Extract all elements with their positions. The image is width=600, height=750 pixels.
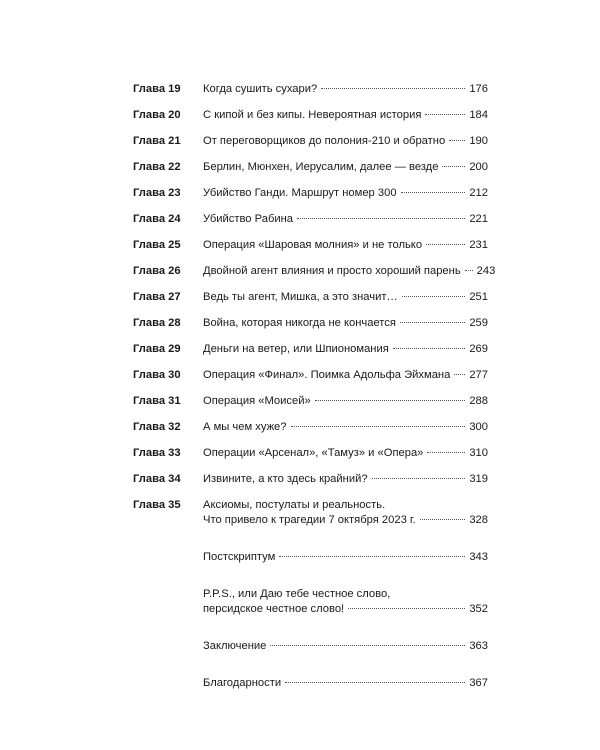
entry-line bbox=[203, 82, 488, 97]
entry-title: Ведь ты агент, Мишка, а это значит… bbox=[203, 291, 398, 303]
dot-leader bbox=[465, 270, 473, 271]
entry-body bbox=[203, 394, 488, 409]
page-number: 176 bbox=[469, 83, 488, 95]
entry-body bbox=[203, 446, 488, 461]
chapter-number: Глава 24 bbox=[133, 213, 181, 225]
toc-entry bbox=[133, 108, 488, 123]
entry-title: С кипой и без кипы. Невероятная история bbox=[203, 109, 422, 121]
toc-entry bbox=[133, 264, 496, 279]
entry-line bbox=[203, 264, 496, 279]
toc-entry bbox=[133, 394, 488, 409]
page-number: 310 bbox=[469, 447, 488, 459]
entry-title: Постскриптум bbox=[203, 551, 276, 563]
page-number: 184 bbox=[469, 109, 488, 121]
chapter-number: Глава 32 bbox=[133, 421, 181, 433]
dot-leader bbox=[270, 645, 465, 646]
entry-body bbox=[203, 134, 488, 149]
dot-leader bbox=[285, 682, 465, 683]
entry-title: Заключение bbox=[203, 640, 267, 652]
page-number: 288 bbox=[469, 395, 488, 407]
chapter-number: Глава 30 bbox=[133, 369, 181, 381]
toc-entry bbox=[133, 160, 488, 175]
dot-leader bbox=[402, 296, 466, 297]
dot-leader bbox=[420, 519, 466, 520]
entry-title: Когда сушить сухари? bbox=[203, 83, 318, 95]
dot-leader bbox=[291, 426, 466, 427]
entry-title: Убийство Рабина bbox=[203, 213, 294, 225]
entry-body bbox=[203, 342, 488, 357]
toc-entry bbox=[133, 82, 488, 97]
toc-entry bbox=[133, 498, 488, 528]
page-number: 367 bbox=[469, 677, 488, 689]
entry-body bbox=[203, 550, 488, 565]
dot-leader bbox=[426, 244, 465, 245]
entry-title: Аксиомы, постулаты и реальность. bbox=[203, 499, 386, 511]
entry-title: Операция «Шаровая молния» и не только bbox=[203, 239, 423, 251]
entry-title: Берлин, Мюнхен, Иерусалим, далее — везде bbox=[203, 161, 439, 173]
dot-leader bbox=[297, 218, 465, 219]
toc-entry bbox=[133, 587, 488, 617]
entry-body bbox=[203, 264, 496, 279]
entry-line bbox=[203, 587, 488, 602]
entry-line bbox=[203, 639, 488, 654]
entry-body bbox=[203, 587, 488, 617]
entry-title: А мы чем хуже? bbox=[203, 421, 287, 433]
entry-line bbox=[203, 108, 488, 123]
page-number: 200 bbox=[469, 161, 488, 173]
entry-body bbox=[203, 316, 488, 331]
dot-leader bbox=[393, 348, 466, 349]
page-number: 269 bbox=[469, 343, 488, 355]
page-number: 277 bbox=[469, 369, 488, 381]
page-number: 221 bbox=[469, 213, 488, 225]
entry-line bbox=[203, 212, 488, 227]
page-number: 190 bbox=[469, 135, 488, 147]
dot-leader bbox=[427, 452, 465, 453]
entry-title: P.P.S., или Даю тебе честное слово, bbox=[203, 588, 391, 600]
entry-title: Двойной агент влияния и просто хороший парень bbox=[203, 265, 461, 277]
entry-line bbox=[203, 676, 488, 691]
page-number: 363 bbox=[469, 640, 488, 652]
entry-line bbox=[203, 513, 488, 528]
entry-line bbox=[203, 472, 488, 487]
entry-title: Деньги на ветер, или Шпиономания bbox=[203, 343, 389, 355]
dot-leader bbox=[315, 400, 466, 401]
toc-entry bbox=[133, 238, 488, 253]
entry-body bbox=[203, 212, 488, 227]
dot-leader bbox=[372, 478, 466, 479]
entry-title: От переговорщиков до полония-210 и обратно bbox=[203, 135, 446, 147]
entry-title: Извините, а кто здесь крайний? bbox=[203, 473, 368, 485]
entry-body bbox=[203, 160, 488, 175]
toc-entry bbox=[133, 368, 488, 383]
chapter-number: Глава 33 bbox=[133, 447, 181, 459]
toc-entry bbox=[133, 550, 488, 565]
entry-title: Операция «Финал». Поимка Адольфа Эйхмана bbox=[203, 369, 451, 381]
entry-title: Убийство Ганди. Маршрут номер 300 bbox=[203, 187, 397, 199]
page-number: 259 bbox=[469, 317, 488, 329]
chapter-number: Глава 31 bbox=[133, 395, 181, 407]
toc-entry bbox=[133, 290, 488, 305]
chapter-number: Глава 21 bbox=[133, 135, 181, 147]
entry-line bbox=[203, 290, 488, 305]
chapter-number: Глава 25 bbox=[133, 239, 181, 251]
entry-line bbox=[203, 602, 488, 617]
toc-entry bbox=[133, 420, 488, 435]
entry-title: Операция «Моисей» bbox=[203, 395, 311, 407]
entry-body bbox=[203, 82, 488, 97]
entry-title: персидское честное слово! bbox=[203, 603, 345, 615]
entry-line bbox=[203, 186, 488, 201]
chapter-number: Глава 28 bbox=[133, 317, 181, 329]
entry-line bbox=[203, 394, 488, 409]
dot-leader bbox=[401, 192, 466, 193]
page-number: 243 bbox=[476, 265, 496, 277]
chapter-number: Глава 19 bbox=[133, 83, 181, 95]
entry-title: Что привело к трагедии 7 октября 2023 г. bbox=[203, 514, 416, 526]
entry-body bbox=[203, 186, 488, 201]
dot-leader bbox=[425, 114, 465, 115]
toc-entry bbox=[133, 212, 488, 227]
chapter-number: Глава 23 bbox=[133, 187, 181, 199]
entry-body bbox=[203, 368, 488, 383]
page-number: 231 bbox=[469, 239, 488, 251]
toc-entry bbox=[133, 472, 488, 487]
page-number: 300 bbox=[469, 421, 488, 433]
entry-body bbox=[203, 108, 488, 123]
toc-entry bbox=[133, 446, 488, 461]
page-number: 212 bbox=[469, 187, 488, 199]
entry-body bbox=[203, 639, 488, 654]
entry-line bbox=[203, 368, 488, 383]
dot-leader bbox=[449, 140, 465, 141]
toc-entry bbox=[133, 639, 488, 654]
entry-line bbox=[203, 342, 488, 357]
entry-line bbox=[203, 550, 488, 565]
dot-leader bbox=[279, 556, 465, 557]
entry-line bbox=[203, 238, 488, 253]
entry-line bbox=[203, 160, 488, 175]
chapter-number: Глава 22 bbox=[133, 161, 181, 173]
entry-body bbox=[203, 676, 488, 691]
toc-entry bbox=[133, 342, 488, 357]
toc-entry bbox=[133, 676, 488, 691]
page-number: 343 bbox=[469, 551, 488, 563]
entry-body bbox=[203, 498, 488, 528]
chapter-number: Глава 34 bbox=[133, 473, 181, 485]
entry-body bbox=[203, 290, 488, 305]
entry-title: Война, которая никогда не кончается bbox=[203, 317, 396, 329]
chapter-number: Глава 26 bbox=[133, 265, 181, 277]
entry-line bbox=[203, 446, 488, 461]
toc-entry bbox=[133, 316, 488, 331]
page-number: 328 bbox=[469, 514, 488, 526]
toc-entry bbox=[133, 186, 488, 201]
entry-body bbox=[203, 420, 488, 435]
page-number: 251 bbox=[469, 291, 488, 303]
dot-leader bbox=[442, 166, 465, 167]
table-of-contents bbox=[133, 82, 496, 713]
entry-line bbox=[203, 134, 488, 149]
entry-line bbox=[203, 498, 488, 513]
page-number: 319 bbox=[469, 473, 488, 485]
chapter-number: Глава 29 bbox=[133, 343, 181, 355]
dot-leader bbox=[321, 88, 465, 89]
toc-entry bbox=[133, 134, 488, 149]
entry-line bbox=[203, 420, 488, 435]
chapter-number: Глава 27 bbox=[133, 291, 181, 303]
dot-leader bbox=[348, 608, 465, 609]
dot-leader bbox=[400, 322, 465, 323]
entry-body bbox=[203, 472, 488, 487]
entry-title: Благодарности bbox=[203, 677, 282, 689]
entry-body bbox=[203, 238, 488, 253]
entry-line bbox=[203, 316, 488, 331]
dot-leader bbox=[454, 374, 465, 375]
chapter-number: Глава 35 bbox=[133, 499, 181, 511]
entry-title: Операции «Арсенал», «Тамуз» и «Опера» bbox=[203, 447, 424, 459]
page-number: 352 bbox=[469, 603, 488, 615]
chapter-number: Глава 20 bbox=[133, 109, 181, 121]
